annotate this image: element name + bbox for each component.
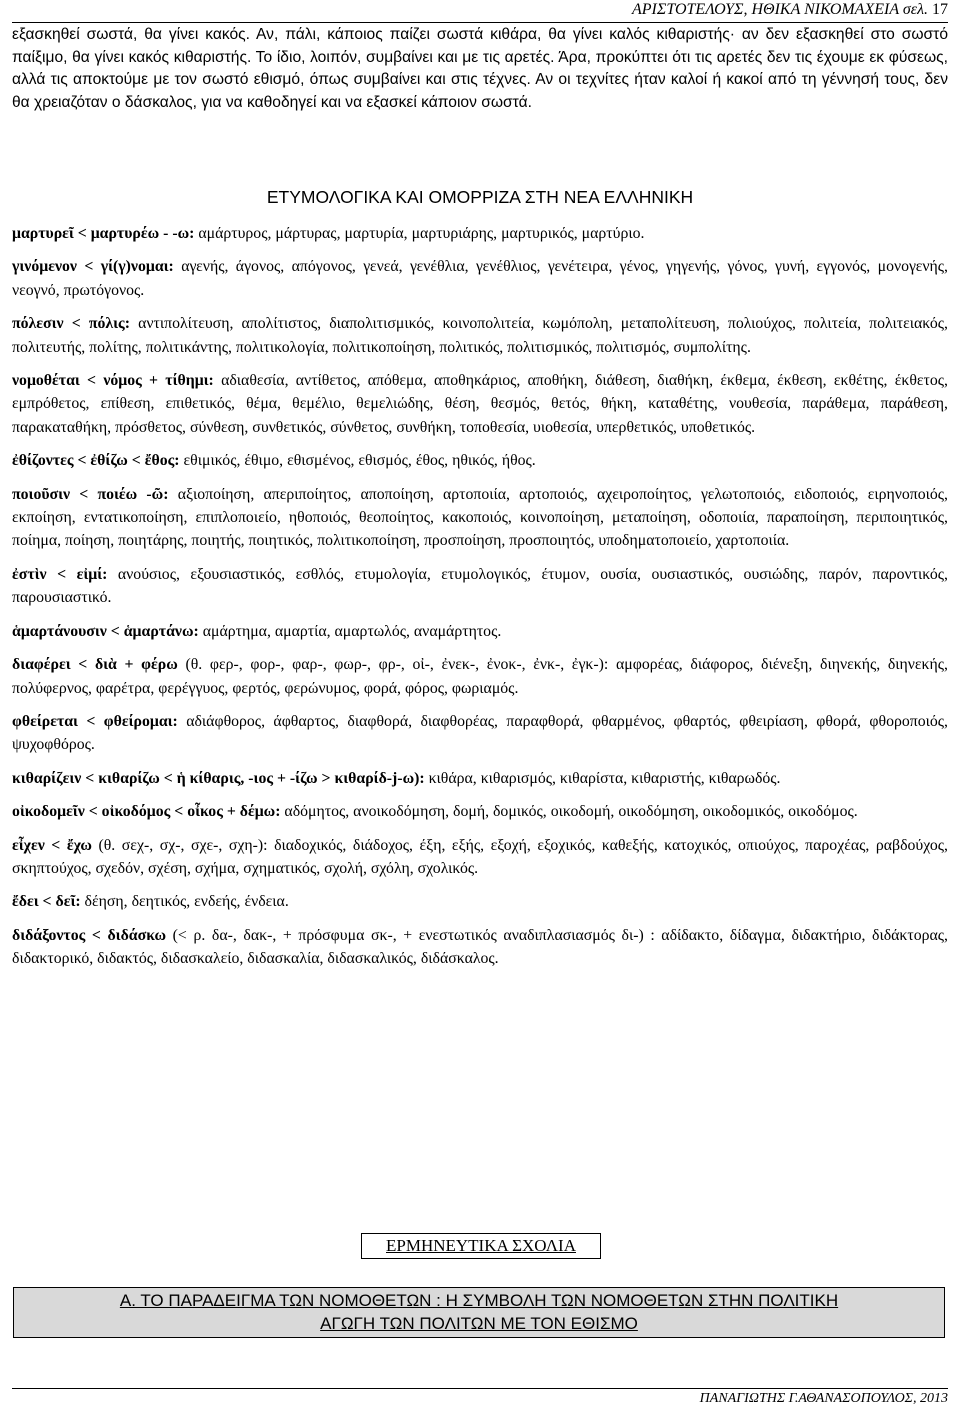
entry-term: ἐστὶν < εἰμί: <box>12 565 108 583</box>
commentary-title: ΕΡΜΗΝΕΥΤΙΚΑ ΣΧΟΛΙΑ <box>386 1236 576 1255</box>
entry-term: ἔδει < δεῖ: <box>12 893 81 911</box>
entry-words: αμάρτημα, αμαρτία, αμαρτωλός, αναμάρτητος. <box>198 622 502 640</box>
entry-words: αδιάφθορος, άφθαρτος, διαφθορά, διαφθορέας, παραφθορά, φθαρμένος, φθαρτός, φθειρίαση, φθορά, φθοροποιός, ψυχοφθόρος. <box>12 712 948 754</box>
entry-term: ἐθίζοντες < ἐθίζω < ἔθος: <box>12 452 180 470</box>
etymology-entry <box>12 483 948 553</box>
etymology-entries <box>12 222 948 981</box>
intro-paragraph: εξασκηθεί σωστά, θα γίνει κακός. Αν, πάλι, κάποιος παίζει σωστά κιθάρα, θα γίνει καλός κιθαριστής· αν δεν εξασκηθεί στο σωστό παίξιμο, θα γίνει κακός κιθαριστής. Το ίδιο, λοιπόν, συμβαίνει και με τις αρετές. Άρα, προκύπτει ότι τις αρετές δεν τις έχουμε εκ φύσεως, αλλά τις αποκτούμε με τον σωστό εθισμό, όπως συμβαίνει και στις τέχνες. Αν οι τεχνίτες ήταν καλοί ή κακοί από τη γέννησή τους, δεν θα χρειαζόταν ο δάσκαλος, για να καθοδηγεί και να εξασκεί κάποιον σωστά. <box>12 26 948 111</box>
entry-words: αμάρτυρος, μάρτυρας, μαρτυρία, μαρτυριάρης, μαρτυρικός, μαρτύριο. <box>194 225 645 242</box>
entry-term: κιθαρίζειν < κιθαρίζω < ἡ κίθαρις, -ιος + -ίζω > κιθαρίδ-j-ω): <box>12 769 425 787</box>
entry-term: διαφέρει < διὰ + φέρω <box>12 656 178 674</box>
entry-words: (θ. φερ-, φορ-, φαρ-, φωρ-, φρ-, οἰ-, ἐνεκ-, ἐνοκ-, ἐνκ-, ἐγκ-): αμφορέας, διάφορος, διένεξη, διηνεκής, διηνεκής, πολύφερνος, φαρέτρα, φερέγγυος, φερτός, φερώνυμος, φορά, φόρος, φωριαμός. <box>12 656 948 697</box>
entry-words: (θ. σεχ-, σχ-, σχε-, σχη-): διαδοχικός, διάδοχος, έξη, εξής, εξοχή, εξοχικός, καθεξής, κατοχικός, οπιούχος, παροχέας, ραβδούχος, σκηπτούχος, σχεδόν, σχέση, σχήμα, σχηματικός, σχολή, σχόλη, σχολικός. <box>12 836 948 877</box>
entry-words: (< ρ. δα-, δακ-, + πρόσφυμα σκ-, + ενεστωτικός αναδιπλασιασμός δι-) : αδίδακτο, δίδαγμα, διδακτήριο, διδάκτορας, διδακτορικό, διδακτός, διδασκαλείο, διδασκαλία, διδασκαλικός, διδάσκαλος. <box>12 926 949 968</box>
entry-words: αντιπολίτευση, απολίτιστος, διαπολιτισμικός, κοινοπολιτεία, κωμόπολη, μεταπολίτευση, πολιούχος, πολιτεία, πολιτειακός, πολιτευτής, πολίτης, πολιτικάντης, πολιτικολογία, πολιτικοποίηση, πολιτικός, πολιτισμικός, πολιτισμός, συμπολίτης. <box>12 315 948 356</box>
etymology-entry <box>12 890 948 913</box>
entry-term: ποιοῦσιν < ποιέω -ῶ: <box>12 485 169 503</box>
entry-term: γινόμενον < γί(γ)νομαι: <box>12 258 174 276</box>
entry-words: αδόμητος, ανοικοδόμηση, δομή, δομικός, οικοδομή, οικοδόμηση, οικοδομικός, οικοδόμος. <box>280 803 858 821</box>
entry-term: νομοθέται < νόμος + τίθημι: <box>12 372 214 390</box>
etymology-entry <box>12 222 948 245</box>
entry-words: αγενής, άγονος, απόγονος, γενεά, γενέθλια, γενέθλιος, γενέτειρα, γένος, γηγενής, γόνος, γυνή, εγγονός, μονογενής, νεογνό, πρωτόγονος. <box>12 258 948 299</box>
entry-term: διδάξοντος < διδάσκω <box>12 926 167 944</box>
etymology-entry <box>12 800 948 823</box>
entry-term: οἰκοδομεῖν < οἰκοδόμος < οἶκος + δέμω: <box>12 803 281 821</box>
entry-words: κιθάρα, κιθαρισμός, κιθαρίστα, κιθαριστής, κιθαρωδός. <box>424 769 781 787</box>
section-a-line1: Α. ΤΟ ΠΑΡΑΔΕΙΓΜΑ ΤΩΝ ΝΟΜΟΘΕΤΩΝ : Η ΣΥΜΒΟΛΗ ΤΩΝ ΝΟΜΟΘΕΤΩΝ ΣΤΗΝ ΠΟΛΙΤΙΚΗ <box>119 1291 839 1310</box>
etymology-entry <box>12 767 948 790</box>
etymology-entry <box>12 924 948 971</box>
header-title: ΑΡΙΣΤΟΤΕΛΟΥΣ, ΗΘΙΚΑ ΝΙΚΟΜΑΧΕΙΑ σελ. <box>631 1 928 18</box>
entry-term: ἁμαρτάνουσιν < ἁμαρτάνω: <box>12 622 199 640</box>
footer-author: ΠΑΝΑΓΙΩΤΗΣ Γ.ΑΘΑΝΑΣΟΠΟΥΛΟΣ, 2013 <box>699 1391 948 1406</box>
intro-text <box>12 24 948 114</box>
page-number: 17 <box>932 1 948 18</box>
page-header <box>12 0 948 23</box>
etymology-entry <box>12 449 948 472</box>
commentary-title-box <box>361 1233 601 1259</box>
etymology-title: ΕΤΥΜΟΛΟΓΙΚΑ ΚΑΙ ΟΜΟΡΡΙΖΑ ΣΤΗ ΝΕΑ ΕΛΛΗΝΙΚΗ <box>266 187 694 207</box>
entry-words: αδιαθεσία, αντίθετος, απόθεμα, αποθηκάριος, αποθήκη, διάθεση, διαθήκη, έκθεμα, έκθεση, εκθέτης, έκθετος, εμπρόθετος, επίθεση, επιθετικός, θέμα, θεμέλιο, θεμελιώδης, θέση, θεσμός, θετός, θήκη, καταθέτης, νουθεσία, παράθεμα, παράθεση, παρακαταθήκη, πρόσθετος, σύνθεση, συνθετικός, σύνθετος, συνθήκη, τοποθεσία, υιοθεσία, υπερθετικός, υποθετικός. <box>12 372 948 436</box>
section-a-heading <box>13 1287 945 1338</box>
etymology-entry <box>12 369 948 439</box>
etymology-entry <box>12 653 948 700</box>
entry-term: φθείρεται < φθείρομαι: <box>12 712 178 730</box>
etymology-entry <box>12 620 948 643</box>
entry-words: αξιοποίηση, απεριποίητος, αποποίηση, αρτοποιία, αρτοποιός, αχειροποίητος, γελωτοποιός, ειδοποιός, ειρηνοποιός, εκποίηση, εντατικοποίηση, επιπλοποιείο, ηθοποιός, θεοποίητος, κακοποιός, κοινοποίηση, μεταποίηση, οδοποιία, παραποίηση, περιποιητικός, ποίημα, ποίηση, ποιητάρης, ποιητής, ποιητικός, πολιτικοποίηση, προσποίηση, προσποιητός, υποδηματοποιείο, χαρτοποιία. <box>12 485 948 550</box>
entry-term: εἶχεν < ἔχω <box>12 836 92 854</box>
etymology-entry <box>12 255 948 302</box>
etymology-entry <box>12 710 948 757</box>
etymology-entry <box>12 312 948 359</box>
section-a-line2: ΑΓΩΓΗ ΤΩΝ ΠΟΛΙΤΩΝ ΜΕ ΤΟΝ ΕΘΙΣΜΟ <box>320 1314 638 1333</box>
entry-term: μαρτυρεῖ < μαρτυρέω - -ω: <box>12 225 195 242</box>
entry-words: δέηση, δεητικός, ενδεής, ένδεια. <box>80 893 289 911</box>
entry-term: πόλεσιν < πόλις: <box>12 315 130 333</box>
etymology-entry <box>12 563 948 610</box>
entry-words: εθιμικός, έθιμο, εθισμένος, εθισμός, έθος, ηθικός, ήθος. <box>179 452 536 470</box>
etymology-entry <box>12 834 948 881</box>
page-footer <box>12 1388 948 1409</box>
entry-words: ανούσιος, εξουσιαστικός, εσθλός, ετυμολογία, ετυμολογικός, έτυμον, ουσία, ουσιαστικός, ουσιώδης, παρόν, παροντικός, παρουσιαστικό. <box>12 565 948 607</box>
